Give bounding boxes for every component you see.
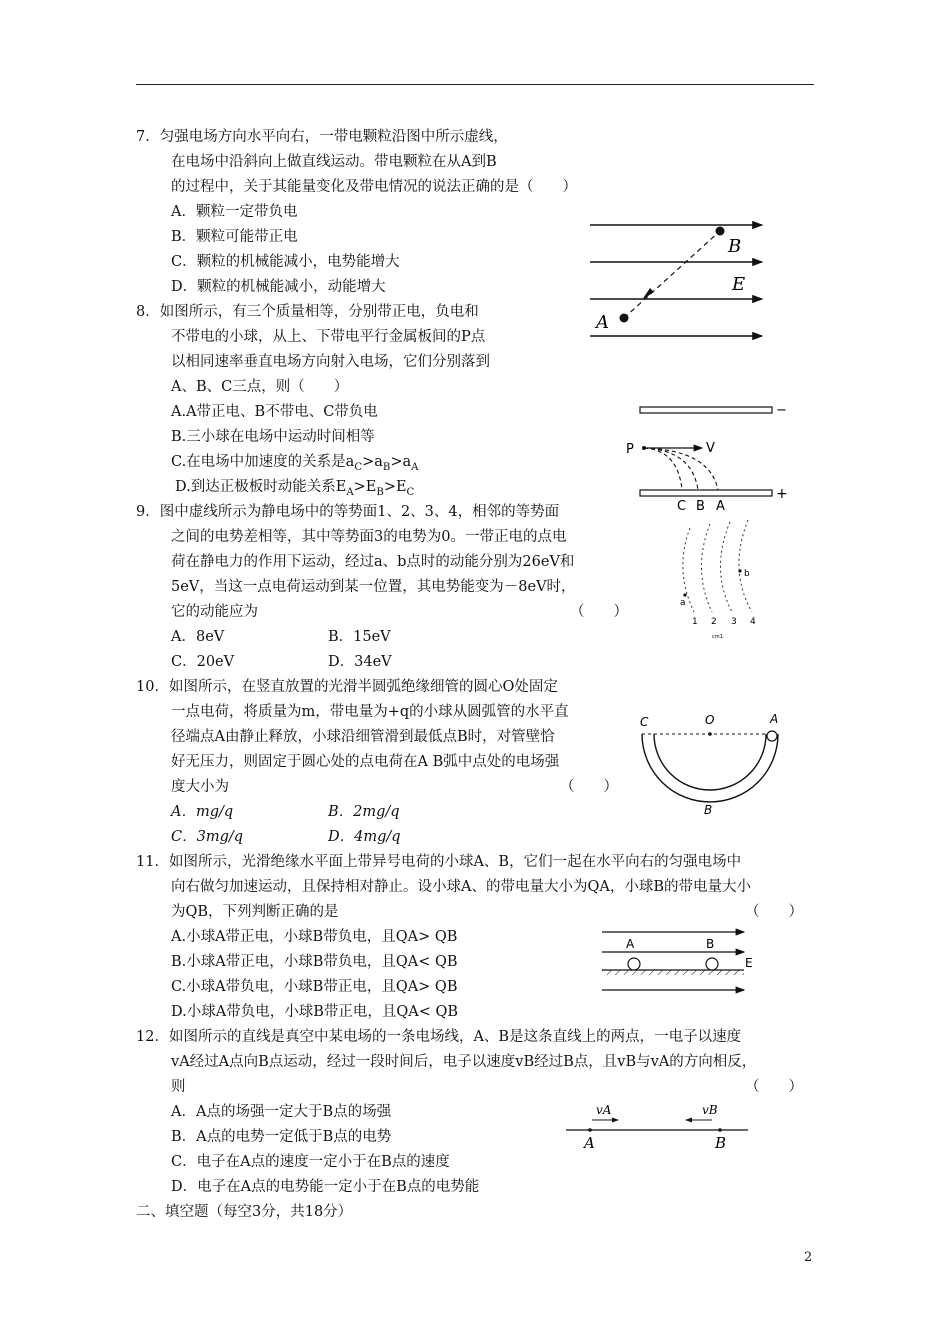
q10-line-2: 一点电荷，将质量为m，带电量为+q的小球从圆弧管的水平直 [171, 704, 569, 720]
q10-option-d: D．4mg/q [328, 829, 401, 845]
label-b: B [704, 803, 713, 817]
q12-option-d: D．电子在A点的电势能一定小于在B点的电势能 [171, 1179, 480, 1195]
label-p: P [626, 442, 634, 457]
positive-plate [640, 490, 772, 496]
q12-option-c: C．电子在A点的速度一定小于在B点的速度 [171, 1154, 450, 1170]
q7-option-d: D．颗粒的机械能减小，动能增大 [171, 279, 386, 295]
q8-option-d: D.到达正极板时动能关系$E_A>E_B>E_C$ [175, 479, 415, 498]
label-e: E [732, 274, 746, 295]
label-2: 2 [711, 617, 717, 627]
label-e: E [745, 956, 753, 970]
particle-b [716, 227, 725, 236]
q10-option-b: B．2mg/q [328, 804, 400, 820]
q9-figure [668, 520, 768, 642]
label-a: A [770, 712, 779, 726]
outer-arc [642, 734, 778, 802]
q11-answer-paren: （ ） [745, 904, 803, 920]
q7-line-1: 7．匀强电场方向水平向右，一带电颗粒沿图中所示虚线， [136, 129, 508, 145]
q9-line-2: 之间的电势差相等，其中等势面3的电势为0。一带正电的点电 [171, 529, 567, 545]
ball [767, 731, 777, 741]
q9-line-3: 荷在静电力的作用下运动，经过a、b点时的动能分别为26eV和 [171, 554, 575, 570]
q12-option-b: B．A点的电势一定低于B点的电势 [171, 1129, 392, 1145]
q12-option-a: A．A点的场强一定大于B点的场强 [171, 1104, 392, 1120]
q8-figure [618, 398, 793, 516]
point-a [683, 593, 686, 596]
q8-line-2: 不带电的小球，从上、下带电平行金属板间的P点 [171, 329, 486, 345]
q9-line-5: 它的动能应为 [171, 604, 258, 620]
q10-line-5: 度大小为 [171, 779, 229, 795]
q10-line-1: 10．如图所示，在竖直放置的光滑半圆弧绝缘细管的圆心O处固定 [136, 679, 558, 695]
point-a [588, 1128, 592, 1132]
q7-line-2: 在电场中沿斜向上做直线运动。带电颗粒在从A到B [171, 154, 497, 170]
label-o: O [705, 713, 715, 727]
page-number: 2 [804, 1250, 813, 1265]
ball-a [628, 958, 640, 970]
q8-line-3: 以相同速率垂直电场方向射入电场，它们分别落到 [171, 354, 490, 370]
q8-option-c: C.在电场中加速度的关系是$a_C>a_B>a_A$ [171, 454, 419, 473]
q11-option-a: A.小球A带正电，小球B带负电，且QA> QB [171, 929, 458, 945]
q12-line-2: vA经过A点向B点运动，经过一段时间后，电子以速度vB经过B点，且vB与vA的方向相反， [171, 1054, 757, 1070]
label-b: B [715, 1134, 727, 1152]
q12-figure [562, 1100, 752, 1156]
label-v: V [706, 441, 715, 456]
ball-b [706, 958, 718, 970]
label-b: B [696, 499, 705, 514]
label-c: C [677, 499, 687, 514]
trajectory-b [644, 448, 698, 490]
label-plus: + [776, 486, 788, 502]
q10-line-3: 径端点A由静止释放，小球沿细管滑到最低点B时，对管壁恰 [171, 729, 555, 745]
q8-option-b: B.三小球在电场中运动时间相等 [171, 429, 375, 445]
label-b: B [706, 937, 715, 951]
q11-figure [598, 924, 768, 996]
center-o [708, 732, 712, 736]
q12-answer-paren: （ ） [745, 1079, 803, 1095]
label-4: 4 [750, 617, 756, 627]
equipotential-2 [701, 524, 712, 612]
label-a: A [716, 499, 725, 514]
label-c: C [640, 715, 649, 729]
q11-option-b: B.小球A带正电，小球B带负电，且QA< QB [171, 954, 458, 970]
q11-option-c: C.小球A带负电，小球B带正电，且QA> QB [171, 979, 458, 995]
q10-answer-paren: （ ） [560, 779, 618, 795]
label-b: b [744, 569, 750, 579]
label-3: 3 [731, 617, 737, 627]
label-1: 1 [692, 617, 698, 627]
equipotential-4 [739, 520, 752, 612]
q9-option-b: B．15eV [328, 629, 391, 645]
q9-option-c: C．20eV [171, 654, 235, 670]
q12-line-1: 12．如图所示的直线是真空中某电场的一条电场线，A、B是这条直线上的两点，一电子以速度 [136, 1029, 742, 1045]
inner-arc [654, 734, 766, 790]
label-a: A [626, 937, 635, 951]
trajectory-line [624, 231, 720, 318]
q12-line-3: 则 [171, 1079, 186, 1095]
negative-plate [640, 407, 772, 413]
q8-line-4: A、B、C三点，则（ ） [171, 379, 349, 395]
q7-option-a: A．颗粒一定带负电 [171, 204, 298, 220]
q8-line-1: 8．如图所示，有三个质量相等，分别带正电，负电和 [136, 304, 479, 320]
equipotential-3 [720, 522, 732, 612]
q10-figure [632, 710, 792, 820]
q9-line-4: 5eV，当这一点电荷运动到某一位置，其电势能变为－8eV时， [171, 579, 576, 595]
q11-line-1: 11．如图所示，光滑绝缘水平面上带异号电荷的小球A、B，它们一起在水平向右的匀强电场中 [136, 854, 742, 870]
q9-line-1: 9．图中虚线所示为静电场中的等势面1、2、3、4，相邻的等势面 [136, 504, 560, 520]
q9-answer-paren: （ ） [570, 604, 628, 620]
label-vb: vB [702, 1103, 718, 1117]
q8-option-a: A.A带正电、B不带电、C带负电 [171, 404, 378, 420]
q7-option-c: C．颗粒的机械能减小，电势能增大 [171, 254, 400, 270]
point-b [718, 1128, 722, 1132]
figure-caption: cm1. [712, 634, 725, 640]
label-minus: − [776, 403, 787, 418]
label-a: A [596, 312, 609, 333]
q7-option-b: B．颗粒可能带正电 [171, 229, 298, 245]
q7-line-3: 的过程中，关于其能量变化及带电情况的说法正确的是（ ） [171, 179, 577, 195]
particle-a [620, 314, 629, 323]
label-a: A [584, 1134, 595, 1152]
label-va: vA [596, 1103, 612, 1117]
header-rule [136, 84, 814, 85]
point-b [738, 569, 741, 572]
q11-line-3: 为QB，下列判断正确的是 [171, 904, 339, 920]
trajectory-arrow [642, 288, 654, 300]
label-b: B [728, 236, 742, 257]
label-a: a [680, 598, 686, 608]
section-title: 二、填空题（每空3分，共18分） [136, 1204, 353, 1220]
q11-option-d: D.小球A带负电，小球B带正电，且QA< QB [171, 1004, 459, 1020]
q9-option-d: D．34eV [328, 654, 392, 670]
q9-option-a: A．8eV [171, 629, 225, 645]
q10-option-c: C．3mg/q [171, 829, 244, 845]
q10-line-4: 好无压力，则固定于圆心处的点电荷在A B弧中点处的电场强 [171, 754, 560, 770]
q7-figure [580, 208, 770, 348]
q11-line-2: 向右做匀加速运动，且保持相对静止。设小球A、的带电量大小为QA，小球B的带电量大小 [171, 879, 751, 895]
q10-option-a: A．mg/q [171, 804, 234, 820]
trajectory-c [644, 448, 682, 490]
ground-hatch [602, 970, 744, 975]
